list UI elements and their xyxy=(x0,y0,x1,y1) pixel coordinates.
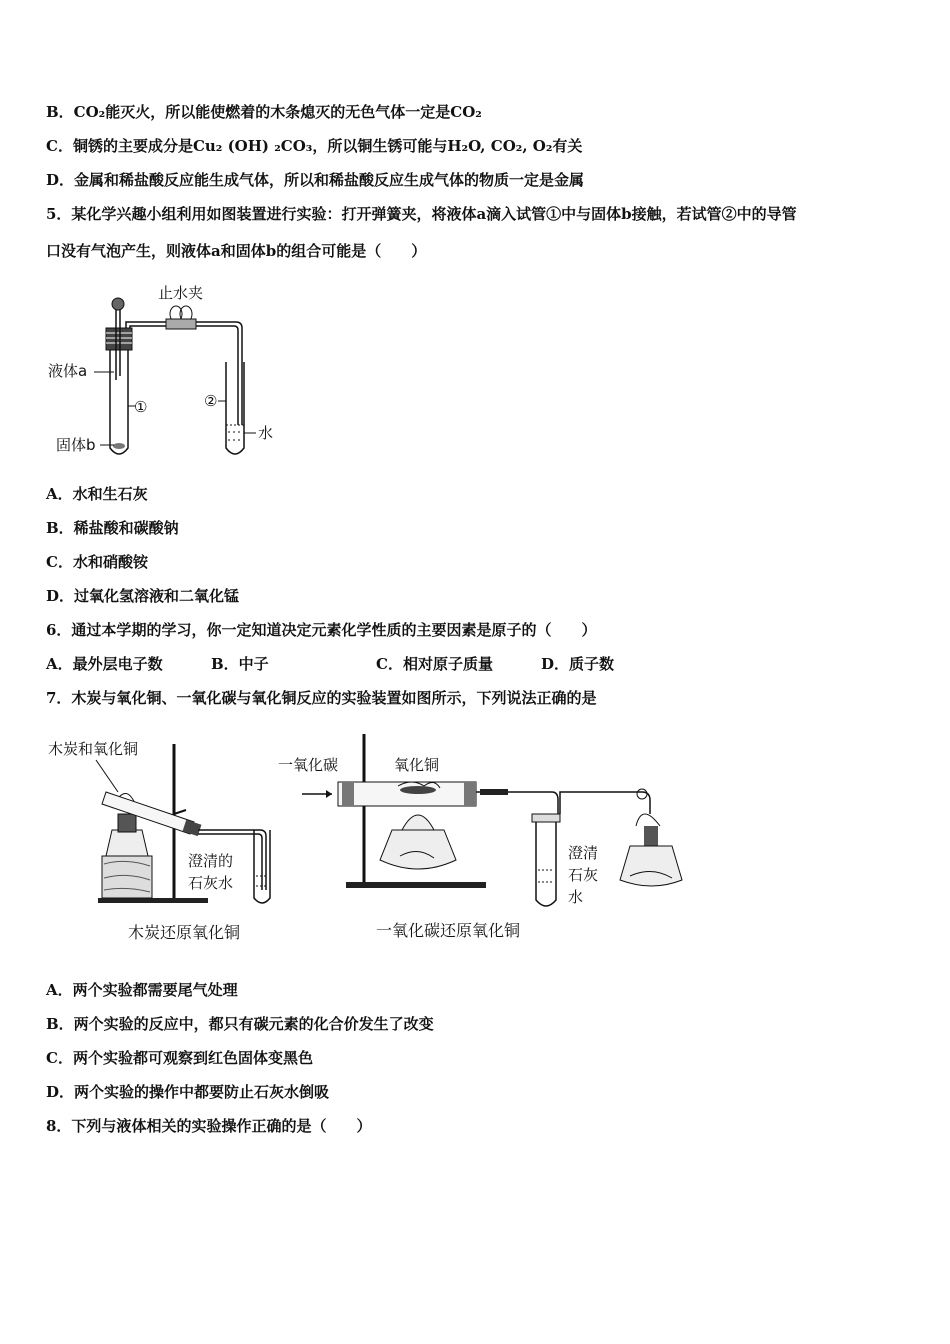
caption-co-reduction: 一氧化碳还原氧化铜 xyxy=(376,921,521,940)
q5-apparatus-figure xyxy=(46,280,306,465)
solid-b-label: 固体b xyxy=(56,436,96,454)
q6-option-c: C．相对原子质量 xyxy=(376,655,493,673)
water-label: 水 xyxy=(258,424,274,442)
q7-option-b: B．两个实验的反应中，都只有碳元素的化合价发生了改变 xyxy=(46,1015,434,1033)
question-7: 7．木炭与氧化铜、一氧化碳与氧化铜反应的实验装置如图所示，下列说法正确的是 xyxy=(46,689,597,707)
limewater-right-line-2: 石灰 xyxy=(568,866,599,884)
limewater-right-line-3: 水 xyxy=(568,888,584,906)
question-5-line-1: 5．某化学兴趣小组利用如图装置进行实验：打开弹簧夹，将液体a滴入试管①中与固体b接触，若试管②中的导管 xyxy=(46,205,797,223)
question-6: 6．通过本学期的学习，你一定知道决定元素化学性质的主要因素是原子的（ ） xyxy=(46,621,597,639)
q7-apparatus-figure xyxy=(46,730,696,950)
question-5-line-2: 口没有气泡产生，则液体a和固体b的组合可能是（ ） xyxy=(46,242,427,260)
q6-options xyxy=(46,654,614,674)
q6-option-b: B．中子 xyxy=(211,655,269,673)
tube-2-label: ② xyxy=(204,392,218,410)
q7-option-c: C．两个实验都可观察到红色固体变黑色 xyxy=(46,1049,313,1067)
limewater-right-line-1: 澄清 xyxy=(568,844,599,862)
option-d-text: D．金属和稀盐酸反应能生成气体，所以和稀盐酸反应生成气体的物质一定是金属 xyxy=(46,171,585,189)
liquid-a-label: 液体a xyxy=(48,362,88,380)
clamp-label: 止水夹 xyxy=(158,284,204,302)
q5-option-a: A．水和生石灰 xyxy=(46,485,148,503)
question-8: 8．下列与液体相关的实验操作正确的是（ ） xyxy=(46,1117,372,1135)
co-label: 一氧化碳 xyxy=(278,756,339,774)
q5-option-b: B．稀盐酸和碳酸钠 xyxy=(46,519,179,537)
limewater-left-line-2: 石灰水 xyxy=(188,874,234,892)
q5-option-d: D．过氧化氢溶液和二氧化锰 xyxy=(46,587,240,605)
cuo-label: 氧化铜 xyxy=(394,756,440,774)
q7-option-a: A．两个实验都需要尾气处理 xyxy=(46,981,238,999)
option-b-text: B．CO₂能灭火，所以能使燃着的木条熄灭的无色气体一定是CO₂ xyxy=(46,103,482,121)
tube-1-label: ① xyxy=(134,398,148,416)
charcoal-cuo-label: 木炭和氧化铜 xyxy=(48,740,139,758)
q7-option-d: D．两个实验的操作中都要防止石灰水倒吸 xyxy=(46,1083,330,1101)
limewater-left-line-1: 澄清的 xyxy=(188,852,234,870)
q5-option-c: C．水和硝酸铵 xyxy=(46,553,148,571)
q6-option-a: A．最外层电子数 xyxy=(46,655,163,673)
q6-option-d: D．质子数 xyxy=(541,655,615,673)
clamp-icon xyxy=(166,306,196,329)
option-c-text: C．铜锈的主要成分是Cu₂ (OH) ₂CO₃，所以铜生锈可能与H₂O, CO₂, O₂有关 xyxy=(46,137,583,155)
caption-charcoal-reduction: 木炭还原氧化铜 xyxy=(128,923,241,942)
